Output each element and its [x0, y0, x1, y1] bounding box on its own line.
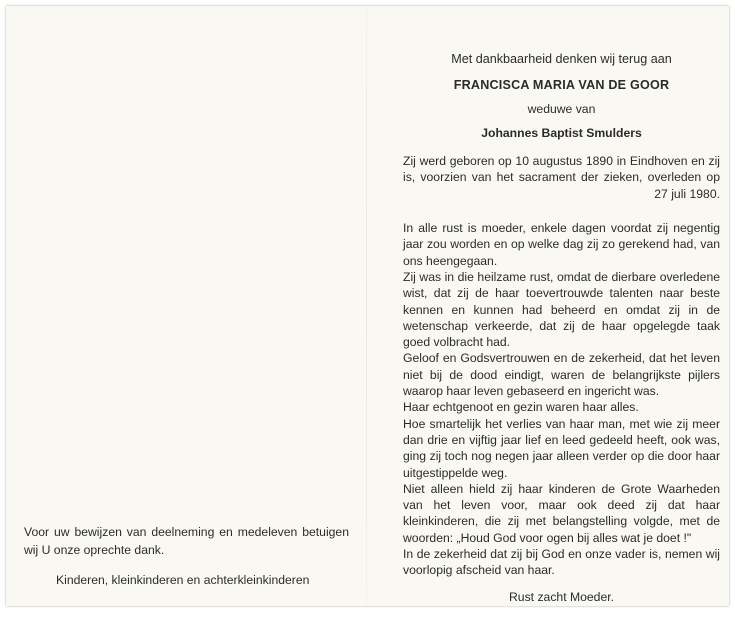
thanks-text: Voor uw bewijzen van deelneming en medeleven betuigen wij U onze oprechte dank.	[24, 525, 349, 557]
widow-of-label: weduwe van	[527, 101, 596, 116]
paragraph: Haar echtgenoot en gezin waren haar alles.	[403, 400, 639, 415]
deceased-name: FRANCISCA MARIA VAN DE GOOR	[453, 78, 670, 93]
card-fold	[366, 6, 367, 606]
right-panel	[403, 51, 720, 617]
birth-death-text: Zij werd geboren op 10 augustus 1890 in Eindhoven en zij is, voorzien van het sacrament der zieken, overleden op 27 juli 1980.	[403, 154, 720, 201]
final-paragraph: In de zekerheid dat zij bij God en onze vader is, nemen wij voorlopig afscheid van haar.	[403, 547, 720, 578]
husband-name: Johannes Baptist Smulders	[481, 125, 642, 140]
paragraph: Hoe smartelijk het verlies van haar man, met wie zij meer dan drie en vijftig jaar lief en leed gedeeld heeft, ook was, ging zij toch nog negen jaar alleen verder op die door haar uitgestippelde weg.	[403, 416, 720, 480]
family-signature: Kinderen, kleinkinderen en achterkleinkinderen	[56, 573, 310, 587]
paragraph: In alle rust is moeder, enkele dagen voordat zij negentig jaar zou worden en op welke dag zij zo gerekend had, van ons heengegaan.	[403, 221, 720, 268]
left-panel	[24, 523, 349, 589]
memorial-card	[6, 6, 729, 606]
paragraph: Niet alleen hield zij haar kinderen de Grote Waarheden van het leven voor, maar ook deed zij dat haar kleinkinderen, die zij met belangstelling volgde, met de woorden: „Houd God voor ogen bij alles wat je doet !"	[403, 481, 720, 545]
intro-line: Met dankbaarheid denken wij terug aan	[451, 52, 672, 66]
paragraph: Geloof en Godsvertrouwen en de zekerheid, dat het leven niet bij de dood eindigt, waren de belangrijkste pijlers waarop haar leven gebaseerd en ingericht was.	[403, 351, 720, 399]
paragraph: Zij was in die heilzame rust, omdat de dierbare overledene wist, dat zij de haar toevertrouwde talenten naar beste kennen en kunnen had beheerd en omdat zij in de wetenschap verkeerde, dat zij de haar opgelegde taak goed volbracht had.	[403, 269, 720, 350]
closing-line: Rust zacht Moeder.	[509, 589, 614, 604]
memorial-text	[403, 220, 720, 579]
